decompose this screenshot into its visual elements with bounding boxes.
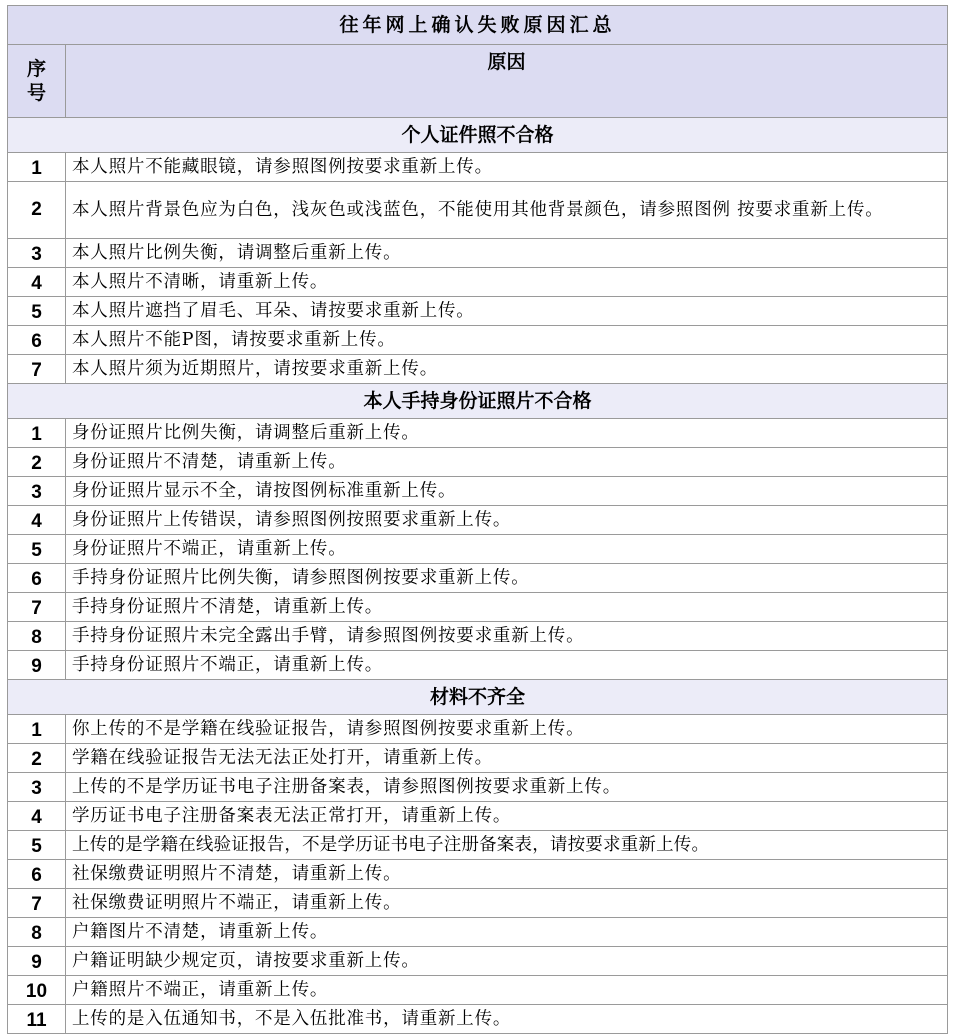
- row-reason: 身份证照片不端正，请重新上传。: [66, 535, 948, 564]
- section-row: [8, 118, 948, 153]
- row-reason: 本人照片不清晰，请重新上传。: [66, 268, 948, 297]
- table-row: [8, 831, 948, 860]
- row-reason: 身份证照片显示不全，请按图例标准重新上传。: [66, 477, 948, 506]
- table-row: [8, 744, 948, 773]
- row-number: 5: [8, 831, 66, 860]
- row-number: 7: [8, 593, 66, 622]
- row-number: 2: [8, 448, 66, 477]
- row-reason: 社保缴费证明照片不清楚，请重新上传。: [66, 860, 948, 889]
- row-number: 7: [8, 355, 66, 384]
- table-row: [8, 448, 948, 477]
- row-number: 10: [8, 976, 66, 1005]
- table-row: [8, 477, 948, 506]
- table-row: [8, 802, 948, 831]
- header-number-line1: 序: [26, 58, 46, 80]
- table-row: [8, 297, 948, 326]
- row-reason: 本人照片遮挡了眉毛、耳朵、请按要求重新上传。: [66, 297, 948, 326]
- row-reason: 本人照片不能藏眼镜，请参照图例按要求重新上传。: [66, 153, 948, 182]
- failure-reasons-table: [7, 5, 948, 1034]
- section-title: 本人手持身份证照片不合格: [8, 384, 948, 419]
- table-row: [8, 535, 948, 564]
- row-number: 5: [8, 535, 66, 564]
- table-row: [8, 593, 948, 622]
- row-reason: 本人照片比例失衡，请调整后重新上传。: [66, 239, 948, 268]
- table-row: [8, 564, 948, 593]
- row-reason: 手持身份证照片未完全露出手臂，请参照图例按要求重新上传。: [66, 622, 948, 651]
- row-number: 2: [8, 182, 66, 239]
- table-row: [8, 419, 948, 448]
- summary-table-container: [7, 5, 947, 1034]
- table-row: [8, 239, 948, 268]
- row-number: 6: [8, 860, 66, 889]
- row-number: 7: [8, 889, 66, 918]
- table-row: [8, 268, 948, 297]
- section-row: [8, 680, 948, 715]
- table-header-row: [8, 45, 948, 118]
- table-row: [8, 182, 948, 239]
- row-number: 5: [8, 297, 66, 326]
- table-row: [8, 622, 948, 651]
- row-reason: 手持身份证照片比例失衡，请参照图例按要求重新上传。: [66, 564, 948, 593]
- row-reason: 本人照片不能P图，请按要求重新上传。: [66, 326, 948, 355]
- row-reason: 手持身份证照片不清楚，请重新上传。: [66, 593, 948, 622]
- header-number: [8, 45, 66, 118]
- table-row: [8, 918, 948, 947]
- table-row: [8, 947, 948, 976]
- row-number: 3: [8, 773, 66, 802]
- row-reason: 手持身份证照片不端正，请重新上传。: [66, 651, 948, 680]
- row-reason: 户籍图片不清楚，请重新上传。: [66, 918, 948, 947]
- table-row: [8, 153, 948, 182]
- row-reason: 上传的是学籍在线验证报告，不是学历证书电子注册备案表，请按要求重新上传。: [66, 831, 948, 860]
- table-title: 往年网上确认失败原因汇总: [8, 6, 948, 45]
- row-number: 6: [8, 564, 66, 593]
- row-number: 4: [8, 802, 66, 831]
- row-reason: 上传的是入伍通知书，不是入伍批准书，请重新上传。: [66, 1005, 948, 1034]
- row-reason: 户籍证明缺少规定页，请按要求重新上传。: [66, 947, 948, 976]
- row-reason: 身份证照片不清楚，请重新上传。: [66, 448, 948, 477]
- header-number-line2: 号: [26, 82, 46, 104]
- row-reason: 本人照片背景色应为白色，浅灰色或浅蓝色，不能使用其他背景颜色，请参照图例 按要求重新上传。: [66, 182, 948, 239]
- section-row: [8, 384, 948, 419]
- table-row: [8, 715, 948, 744]
- row-number: 6: [8, 326, 66, 355]
- table-title-row: [8, 6, 948, 45]
- row-reason: 社保缴费证明照片不端正，请重新上传。: [66, 889, 948, 918]
- row-reason: 你上传的不是学籍在线验证报告，请参照图例按要求重新上传。: [66, 715, 948, 744]
- row-number: 3: [8, 477, 66, 506]
- table-row: [8, 860, 948, 889]
- row-number: 4: [8, 268, 66, 297]
- row-number: 8: [8, 622, 66, 651]
- row-reason: 身份证照片比例失衡，请调整后重新上传。: [66, 419, 948, 448]
- table-row: [8, 326, 948, 355]
- table-row: [8, 976, 948, 1005]
- row-reason: 学籍在线验证报告无法无法正处打开，请重新上传。: [66, 744, 948, 773]
- row-number: 8: [8, 918, 66, 947]
- row-number: 9: [8, 651, 66, 680]
- row-number: 11: [8, 1005, 66, 1034]
- table-row: [8, 651, 948, 680]
- row-number: 1: [8, 419, 66, 448]
- row-reason: 学历证书电子注册备案表无法正常打开，请重新上传。: [66, 802, 948, 831]
- row-number: 1: [8, 153, 66, 182]
- row-reason: 本人照片须为近期照片，请按要求重新上传。: [66, 355, 948, 384]
- row-reason: 身份证照片上传错误，请参照图例按照要求重新上传。: [66, 506, 948, 535]
- table-row: [8, 506, 948, 535]
- table-row: [8, 1005, 948, 1034]
- section-title: 材料不齐全: [8, 680, 948, 715]
- section-title: 个人证件照不合格: [8, 118, 948, 153]
- row-reason: 户籍照片不端正，请重新上传。: [66, 976, 948, 1005]
- row-number: 4: [8, 506, 66, 535]
- header-reason: 原因: [66, 45, 948, 118]
- row-number: 1: [8, 715, 66, 744]
- table-row: [8, 773, 948, 802]
- row-reason: 上传的不是学历证书电子注册备案表，请参照图例按要求重新上传。: [66, 773, 948, 802]
- row-number: 3: [8, 239, 66, 268]
- table-row: [8, 889, 948, 918]
- row-number: 2: [8, 744, 66, 773]
- row-number: 9: [8, 947, 66, 976]
- table-row: [8, 355, 948, 384]
